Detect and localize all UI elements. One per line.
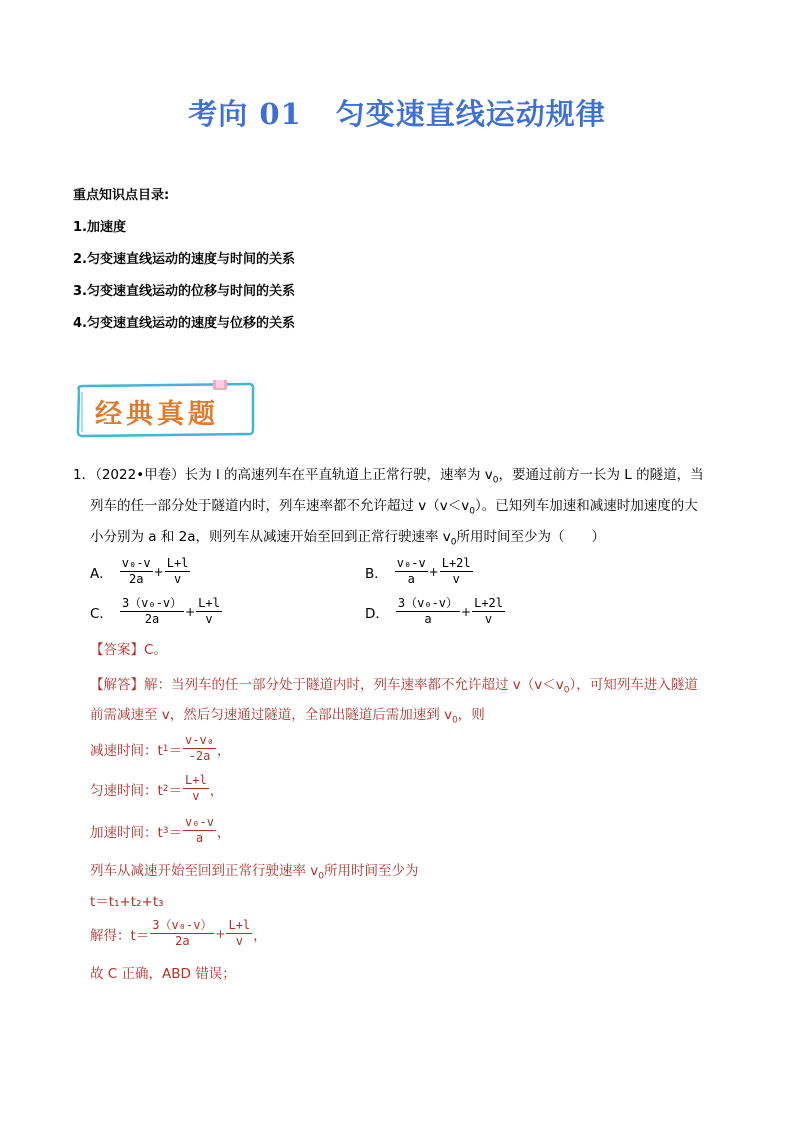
answer-value: C。 (144, 642, 167, 658)
fraction: $\frac{\text{3（v₀-v）}}{2a}$ (121, 596, 183, 626)
title-part1: 考向 01 (188, 97, 302, 131)
page-title (0, 92, 794, 133)
toc-item: 1.加速度 (73, 220, 126, 235)
solution-line-1: 【解答】解：当列车的任一部分处于隧道内时，列车速率都不允许超过 $v(v<v_0)$，可知列车进入隧道 (90, 677, 698, 696)
solution-tag: 【解答】 (90, 677, 144, 693)
toc-item: 4.匀变速直线运动的速度与位移的关系 (73, 316, 295, 331)
option-d[interactable]: D． $\frac{\text{3（v₀-v）}}{a}$ + $\frac{L+2l}{v}$ (365, 596, 503, 626)
fraction: $\frac{L+l}{v}$ (185, 773, 207, 803)
t2-formula: 匀速时间：t 2 ＝ $\frac{L+l}{v}$ ， (90, 773, 224, 803)
fraction: $\frac{L+l}{v}$ (198, 596, 220, 626)
fraction: $\frac{L+l}{v}$ (228, 918, 251, 948)
answer-tag: 【答案】 (90, 642, 144, 658)
question-line-2: 列车的任一部分处于隧道内时，列车速率都不允许超过 $v(v<v_0)$。已知列车加速和减速时加速度的大 (90, 498, 698, 517)
fraction: $\frac{\text{v-v₀}}{-2a}$ (185, 733, 214, 763)
answer-line (90, 640, 167, 660)
sum-formula: t＝t₁+t₂+t₃ (90, 894, 164, 910)
fraction: $\frac{L+2l}{v}$ (474, 596, 503, 626)
result-formula: 解得：t＝ $\frac{\text{3（v₀-v）}}{2a}$ + $\frac{L+l}{v}$ ， (90, 918, 267, 948)
fraction: $\frac{\text{v₀-v}}{a}$ (185, 815, 214, 845)
option-b[interactable]: B． $\frac{\text{v₀-v}}{a}$ + $\frac{L+2l}{v}$ (365, 556, 471, 586)
title-part2: 匀变速直线运动规律 (335, 97, 606, 131)
question-number: 1． (73, 467, 96, 483)
question-line-1: 1．（2022•甲卷）长为 l 的高速列车在平直轨道上正常行驶，速率为 $v_0$，要通过前方一长为 L 的隧道，当 (73, 467, 704, 486)
toc-item: 3.匀变速直线运动的位移与时间的关系 (73, 284, 295, 299)
t1-formula: 减速时间：t 1 ＝ $\frac{\text{v-v₀}}{-2a}$ ， (90, 733, 231, 763)
toc (73, 186, 295, 346)
section-banner (73, 380, 257, 438)
fraction: $\frac{L+2l}{v}$ (441, 556, 471, 586)
fraction: $\frac{\text{3（v₀-v）}}{a}$ (397, 596, 459, 626)
option-a[interactable]: A． $\frac{\text{v₀-v}}{2a}$ + $\frac{L+l}{v}$ (90, 556, 189, 586)
toc-heading: 重点知识点目录: (73, 188, 170, 203)
fraction: $\frac{\text{v₀-v}}{2a}$ (121, 556, 151, 586)
solution-line-2: 前需减速至 v，然后匀速通过隧道，全部出隧道后需加速到 $v_0$，则 (90, 707, 485, 726)
total-time-line: 列车从减速开始至回到正常行驶速率 $v_0$所用时间至少为 (90, 863, 419, 882)
fraction: $\frac{\text{v₀-v}}{a}$ (396, 556, 426, 586)
fraction: $\frac{\text{3（v₀-v）}}{2a}$ (152, 918, 213, 948)
toc-item: 2.匀变速直线运动的速度与时间的关系 (73, 252, 295, 267)
fraction: $\frac{L+l}{v}$ (166, 556, 189, 586)
conclusion-line: 故 C 正确，ABD 错误； (90, 966, 236, 982)
banner-text: 经典真题 (95, 399, 219, 430)
t3-formula: 加速时间：t 3 ＝ $\frac{\text{v₀-v}}{a}$ ， (90, 815, 231, 845)
option-c[interactable]: C． $\frac{\text{3（v₀-v）}}{2a}$ + $\frac{L+l}{v}$ (90, 596, 220, 626)
question-line-3: 小分别为 a 和 2a，则列车从减速开始至回到正常行驶速率 $v_0$所用时间至少为（ ） (90, 529, 606, 548)
